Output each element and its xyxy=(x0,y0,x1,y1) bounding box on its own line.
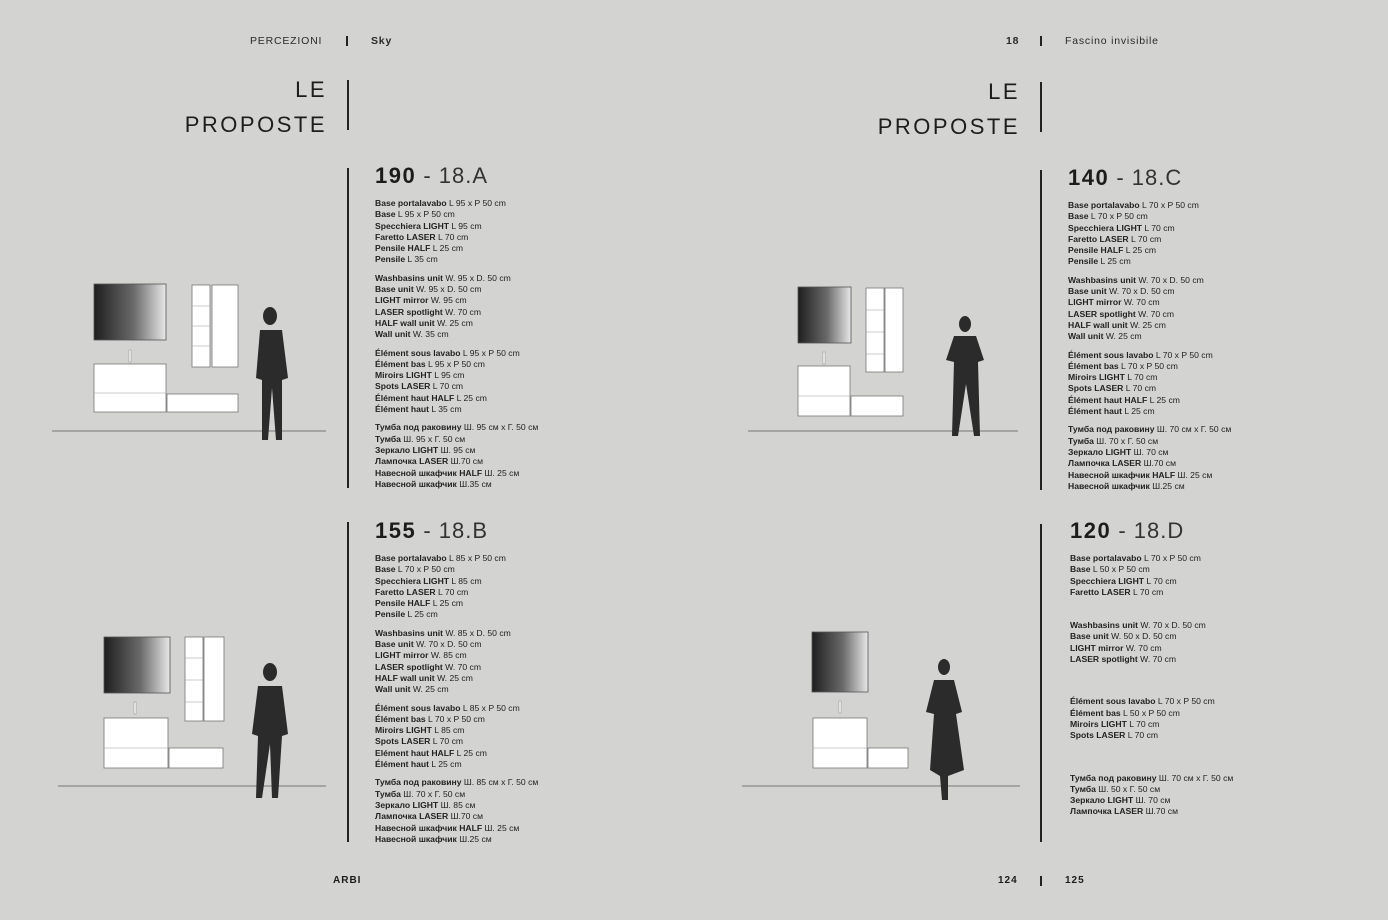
spec-item-name: HALF wall unit xyxy=(375,672,435,683)
heading-line-2: PROPOSTE xyxy=(184,112,327,137)
spec-item-name: LASER spotlight xyxy=(1070,654,1138,665)
spec-item-size: L 70 cm xyxy=(1130,586,1164,597)
spec-item-size: W. 70 x D. 50 cm xyxy=(413,639,482,650)
spec-item-size: W. 25 cm xyxy=(410,684,449,695)
composition-code: 120 - 18.D xyxy=(1070,518,1185,543)
spec-item-size: L 70 cm xyxy=(430,381,464,392)
footer-separator xyxy=(1040,876,1042,886)
faucet xyxy=(134,702,136,714)
spec-item-size: W. 25 cm xyxy=(1127,319,1166,330)
spec-item-name: Base xyxy=(375,564,396,575)
spec-item-size: W. 95 cm xyxy=(428,295,467,306)
spec-item-size: L 25 cm xyxy=(1121,406,1155,417)
header-title: Fascino invisibile xyxy=(1065,35,1159,47)
spec-item-size: W. 50 x D. 50 cm xyxy=(1108,631,1177,642)
spec-item-size: W. 70 x D. 50 cm xyxy=(1135,274,1204,285)
spec-item-size: L 25 cm xyxy=(1098,256,1131,267)
spec-item-size: Ш. 95 х Г. 50 см xyxy=(400,433,466,444)
spec-item-name: Élément sous lavabo xyxy=(375,702,461,713)
washbasin-unit xyxy=(94,364,166,412)
base-unit xyxy=(169,748,223,768)
spec-item-name: Навесной шкафчик xyxy=(375,478,457,489)
spec-item-size: L 70 cm xyxy=(1126,718,1160,729)
spec-item-size: Ш. 85 см х Г. 50 см xyxy=(461,777,539,788)
illustration-190 xyxy=(52,284,326,440)
spec-item-size: W. 70 cm xyxy=(1137,654,1176,665)
spec-item-size: L 25 cm xyxy=(454,392,487,403)
spec-item-name: Base xyxy=(1070,564,1091,575)
spec-item-size: Ш.70 см xyxy=(448,456,484,467)
spec-item-name: Навесной шкафчик HALF xyxy=(375,467,483,478)
spec-item-name: Specchiera LIGHT xyxy=(1068,222,1143,233)
spec-item-size: W. 25 cm xyxy=(434,672,473,683)
spec-item-name: Тумба xyxy=(375,788,401,799)
spec-item-name: Навесной шкафчик xyxy=(375,833,457,844)
person-silhouette xyxy=(946,316,984,436)
spec-item-size: L 70 cm xyxy=(1144,575,1177,586)
spec-item-size: L 70 cm xyxy=(1124,372,1158,383)
spec-item-size: L 25 cm xyxy=(1147,394,1180,405)
spec-item-size: W. 70 x D. 50 cm xyxy=(1106,286,1175,297)
mirror-light xyxy=(798,287,851,343)
base-unit xyxy=(868,748,908,768)
spec-item-size: L 85 cm xyxy=(431,725,465,736)
spec-item-name: Pensile HALF xyxy=(375,598,431,609)
spec-item-name: Лампочка LASER xyxy=(1068,458,1142,469)
heading-line-2: PROPOSTE xyxy=(877,114,1020,139)
spec-item-size: L 95 cm xyxy=(449,220,482,231)
spec-item-name: Зеркало LIGHT xyxy=(1068,446,1132,457)
spec-item-size: L 50 x P 50 cm xyxy=(1090,564,1150,575)
spec-item-name: Лампочка LASER xyxy=(375,811,449,822)
spec-item-size: L 70 x P 50 cm xyxy=(1153,349,1213,360)
spec-item-size: Ш. 25 см xyxy=(482,467,520,478)
half-wall-unit xyxy=(866,288,884,372)
header-page-number: 18 xyxy=(1006,35,1020,47)
spec-item-size: L 25 cm xyxy=(1123,245,1157,256)
spec-item-name: Base portalavabo xyxy=(375,198,447,208)
person-silhouette xyxy=(252,663,288,798)
spec-item-name: Spots LASER xyxy=(1070,730,1126,741)
spec-item-size: Ш. 85 см xyxy=(438,799,476,810)
faucet xyxy=(823,352,825,364)
spec-item-name: Тумба xyxy=(375,433,401,444)
spec-item-size: L 70 cm xyxy=(435,586,469,597)
spec-item-size: L 70 cm xyxy=(1142,222,1175,233)
spec-item-name: Élément haut xyxy=(375,759,429,770)
heading-line-1: LE xyxy=(295,77,327,102)
spec-item-name: Faretto LASER xyxy=(1068,233,1129,244)
footer-brand: ARBI xyxy=(333,875,362,886)
spec-item-name: Elément haut HALF xyxy=(375,747,455,758)
heading-line-1: LE xyxy=(988,79,1020,104)
spec-item-name: Зеркало LIGHT xyxy=(1070,795,1134,806)
spec-item-size: L 85 cm xyxy=(449,575,482,586)
spec-item-name: Miroirs LIGHT xyxy=(1070,718,1127,729)
spec-item-name: Навесной шкафчик xyxy=(1068,480,1150,491)
spec-item-name: Base unit xyxy=(375,284,414,295)
spec-item-size: L 70 x P 50 cm xyxy=(1139,200,1199,210)
spec-item-name: Élément bas xyxy=(375,713,426,724)
spec-item-name: Miroirs LIGHT xyxy=(375,725,432,736)
spec-item-name: Washbasins unit xyxy=(375,272,443,283)
spec-item-name: Specchiera LIGHT xyxy=(375,220,450,231)
spec-item-size: W. 70 cm xyxy=(1135,308,1174,319)
composition-code: 190 - 18.A xyxy=(375,163,489,188)
spec-item-size: W. 70 cm xyxy=(442,306,481,317)
spec-item-name: Faretto LASER xyxy=(375,231,436,242)
spec-item-size: L 70 x P 50 cm xyxy=(1141,553,1201,563)
spec-item-name: Base portalavabo xyxy=(375,553,447,563)
spec-item-size: Ш.70 см xyxy=(448,811,484,822)
mirror-light xyxy=(104,637,170,693)
spec-item-name: Тумба xyxy=(1070,783,1096,794)
washbasin-unit xyxy=(104,718,168,768)
spec-item-name: Specchiera LIGHT xyxy=(1070,575,1145,586)
spec-item-size: L 70 cm xyxy=(430,736,464,747)
spec-item-size: L 25 cm xyxy=(405,609,438,620)
spec-item-name: Élément sous lavabo xyxy=(1068,349,1154,360)
wall-unit xyxy=(885,288,903,372)
spec-item-name: LASER spotlight xyxy=(375,306,443,317)
spec-item-size: L 50 x P 50 cm xyxy=(1120,707,1180,718)
spec-item-size: L 25 cm xyxy=(454,747,487,758)
faucet xyxy=(839,701,841,713)
spec-item-name: Лампочка LASER xyxy=(1070,806,1144,817)
spec-item-size: L 70 x P 50 cm xyxy=(425,713,485,724)
spec-item-size: W. 85 x D. 50 cm xyxy=(442,627,511,638)
wall-unit xyxy=(204,637,224,721)
spec-item-name: Зеркало LIGHT xyxy=(375,799,439,810)
spec-item-size: Ш. 70 х Г. 50 см xyxy=(400,788,466,799)
spec-item-name: Зеркало LIGHT xyxy=(375,444,439,455)
base-unit xyxy=(167,394,238,412)
spec-item-size: Ш.70 см xyxy=(1141,458,1177,469)
spec-item-name: Навесной шкафчик HALF xyxy=(375,822,483,833)
spec-item-name: Élément sous lavabo xyxy=(1070,696,1156,707)
spec-item-size: L 95 x P 50 cm xyxy=(460,347,520,358)
spec-item-size: L 70 x P 50 cm xyxy=(1088,211,1148,222)
spec-item-name: Spots LASER xyxy=(375,381,431,392)
spec-item-size: L 70 x P 50 cm xyxy=(1155,696,1215,707)
faucet xyxy=(129,350,131,362)
spec-item-size: L 70 cm xyxy=(1125,730,1159,741)
spec-item-name: LIGHT mirror xyxy=(1068,297,1122,308)
spec-item-size: Ш.25 см xyxy=(1149,480,1185,491)
spec-item-size: L 70 x P 50 cm xyxy=(395,564,455,575)
spec-item-size: L 95 x P 50 cm xyxy=(395,209,455,220)
spec-item-name: Pensile xyxy=(1068,256,1099,267)
spec-item-name: Тумба под раковину xyxy=(1068,424,1155,435)
composition-code: 140 - 18.C xyxy=(1068,165,1183,190)
spec-item-size: L 25 cm xyxy=(430,598,464,609)
spec-item-size: L 95 x P 50 cm xyxy=(446,198,506,208)
spec-item-name: Base xyxy=(375,209,396,220)
spec-item-size: Ш.25 см xyxy=(456,833,492,844)
wall-unit xyxy=(212,285,238,367)
spec-item-name: Wall unit xyxy=(375,329,411,340)
spec-item-name: Wall unit xyxy=(1068,331,1104,342)
spec-item-name: Élément haut xyxy=(1068,406,1122,417)
spec-item-size: Ш. 70 см х Г. 50 см xyxy=(1156,772,1234,783)
spec-item-name: Тумба под раковину xyxy=(375,422,462,433)
spec-item-size: L 25 cm xyxy=(428,759,462,770)
half-wall-unit xyxy=(185,637,203,721)
spec-item-size: L 85 x P 50 cm xyxy=(446,553,506,563)
spec-item-name: Base unit xyxy=(1070,631,1109,642)
spec-item-name: Base portalavabo xyxy=(1070,553,1142,563)
spec-item-name: Base xyxy=(1068,211,1089,222)
spec-item-size: L 70 cm xyxy=(1128,233,1162,244)
spec-item-name: HALF wall unit xyxy=(375,317,435,328)
mirror-light xyxy=(812,632,868,692)
spec-item-size: W. 35 cm xyxy=(410,329,449,340)
spec-item-size: W. 70 cm xyxy=(442,661,481,672)
mirror-light xyxy=(94,284,166,340)
spec-item-size: L 95 x P 50 cm xyxy=(425,358,485,369)
spec-item-name: Spots LASER xyxy=(375,736,431,747)
spec-item-name: LIGHT mirror xyxy=(375,650,429,661)
spec-item-size: L 70 x P 50 cm xyxy=(1118,360,1178,371)
spec-item-size: W. 95 x D. 50 cm xyxy=(442,272,511,283)
illustration-155 xyxy=(58,637,326,798)
spec-item-name: Élément sous lavabo xyxy=(375,347,461,358)
spec-item-name: Тумба xyxy=(1068,435,1094,446)
washbasin-unit xyxy=(813,718,867,768)
spec-item-name: Wall unit xyxy=(375,684,411,695)
page-number-left: 124 xyxy=(998,875,1018,886)
spec-item-name: Washbasins unit xyxy=(1070,620,1138,631)
base-unit xyxy=(851,396,903,416)
spec-item-name: Miroirs LIGHT xyxy=(1068,372,1125,383)
spec-item-name: Навесной шкафчик HALF xyxy=(1068,469,1176,480)
page-number-right: 125 xyxy=(1065,875,1085,886)
spec-item-size: W. 85 cm xyxy=(428,650,467,661)
spec-item-size: Ш. 95 см xyxy=(438,444,476,455)
spec-item-name: HALF wall unit xyxy=(1068,319,1128,330)
spec-item-size: L 85 x P 50 cm xyxy=(460,702,520,713)
spec-item-name: Faretto LASER xyxy=(375,586,436,597)
spec-item-size: Ш. 70 х Г. 50 см xyxy=(1093,435,1159,446)
spec-item-size: Ш. 50 х Г. 50 см xyxy=(1095,783,1161,794)
spec-item-name: Тумба под раковину xyxy=(375,777,462,788)
section-title: Sky xyxy=(371,35,393,47)
spec-item-name: LIGHT mirror xyxy=(375,295,429,306)
spec-item-size: Ш. 70 см х Г. 50 см xyxy=(1154,424,1232,435)
spec-item-name: LASER spotlight xyxy=(1068,308,1136,319)
illustration-140 xyxy=(748,287,1018,436)
spec-item-name: Washbasins unit xyxy=(375,627,443,638)
spec-item-name: Miroirs LIGHT xyxy=(375,370,432,381)
spec-item-size: L 35 cm xyxy=(405,254,438,265)
spec-item-name: Washbasins unit xyxy=(1068,274,1136,285)
spec-item-size: Ш. 25 см xyxy=(1175,469,1213,480)
person-silhouette xyxy=(926,659,964,800)
spec-item-name: LIGHT mirror xyxy=(1070,642,1124,653)
spec-item-size: Ш. 95 см х Г. 50 см xyxy=(461,422,539,433)
spec-item-name: Élément haut HALF xyxy=(375,392,455,403)
spec-item-size: W. 25 cm xyxy=(1103,331,1142,342)
spec-item-size: W. 25 cm xyxy=(434,317,473,328)
spec-item-size: W. 95 x D. 50 cm xyxy=(413,284,482,295)
spec-item-size: W. 70 x D. 50 cm xyxy=(1137,620,1206,631)
spec-item-name: Faretto LASER xyxy=(1070,586,1131,597)
spec-item-name: Pensile HALF xyxy=(375,243,431,254)
spec-item-size: Ш.70 см xyxy=(1143,806,1179,817)
spec-item-size: Ш. 70 см xyxy=(1133,795,1171,806)
spec-item-size: L 95 cm xyxy=(431,370,465,381)
spec-item-name: Élément bas xyxy=(1070,707,1121,718)
person-silhouette xyxy=(256,307,288,440)
spec-item-name: Élément bas xyxy=(375,358,426,369)
spec-item-name: Spots LASER xyxy=(1068,383,1124,394)
illustration-120 xyxy=(742,632,1020,800)
spec-item-name: Élément haut HALF xyxy=(1068,394,1148,405)
spec-item-size: W. 70 cm xyxy=(1123,642,1162,653)
spec-item-size: L 25 cm xyxy=(430,243,464,254)
spec-item-name: Pensile xyxy=(375,609,406,620)
spec-item-name: Лампочка LASER xyxy=(375,456,449,467)
washbasin-unit xyxy=(798,366,850,416)
spec-item-name: Specchiera LIGHT xyxy=(375,575,450,586)
spec-item-size: Ш. 70 см xyxy=(1131,446,1169,457)
spec-item-name: LASER spotlight xyxy=(375,661,443,672)
spec-item-size: Ш.35 см xyxy=(456,478,492,489)
spec-item-name: Élément haut xyxy=(375,404,429,415)
spec-item-size: L 35 cm xyxy=(428,404,462,415)
spec-item-size: L 70 cm xyxy=(435,231,469,242)
spec-item-name: Élément bas xyxy=(1068,360,1119,371)
spec-item-name: Base unit xyxy=(1068,286,1107,297)
spec-item-name: Pensile xyxy=(375,254,406,265)
spec-item-size: L 70 cm xyxy=(1123,383,1157,394)
spec-item-name: Тумба под раковину xyxy=(1070,772,1157,783)
section-label: PERCEZIONI xyxy=(250,35,323,47)
spec-item-name: Pensile HALF xyxy=(1068,245,1124,256)
spec-item-size: W. 70 cm xyxy=(1121,297,1160,308)
spec-item-size: Ш. 25 см xyxy=(482,822,520,833)
spec-item-name: Base portalavabo xyxy=(1068,200,1140,210)
spec-item-name: Base unit xyxy=(375,639,414,650)
composition-code: 155 - 18.B xyxy=(375,518,489,543)
